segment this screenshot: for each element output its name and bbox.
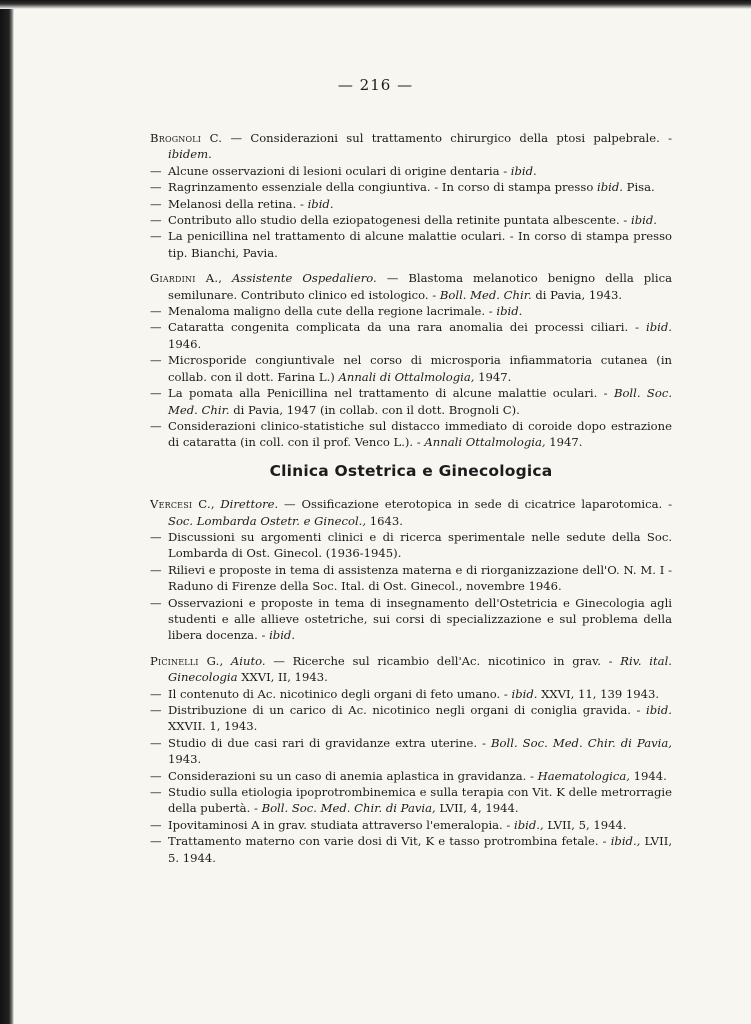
entry-text-after: 1947.	[474, 369, 512, 384]
entry-dash: —	[150, 320, 162, 335]
entry-text: — Considerazioni sul trattamento chirurgico della ptosi palpebrale. -	[222, 131, 672, 145]
separator: ,	[219, 653, 231, 668]
entry-dash: —	[150, 213, 162, 228]
entry-text-after: XXVI, 11, 139 1943.	[537, 686, 660, 701]
entry-text: Contributo allo studio della eziopatogenesi della retinite puntata albescente. -	[168, 213, 631, 228]
bibliography-entry	[150, 130, 672, 163]
entry-reference: Boll. Soc. Med. Chir. di Pavia,	[261, 801, 436, 816]
entry-text-after: 1944.	[629, 768, 667, 783]
entry-reference: Soc. Lombarda Ostetr. e Ginecol.,	[168, 513, 367, 528]
bibliography-entry	[150, 228, 672, 261]
entry-text: La penicillina nel trattamento di alcune malattie oculari. - In corso di stampa presso tip. Bianchi, Pavia.	[168, 229, 672, 260]
bibliography-entry	[150, 385, 672, 418]
bibliography-entry	[150, 735, 672, 768]
bibliography-entry	[150, 270, 672, 303]
entry-text-after: di Pavia, 1943.	[531, 287, 623, 302]
bibliography-entry	[150, 562, 672, 595]
section-title-ostetrica: Clinica Ostetrica e Ginecologica	[269, 461, 553, 480]
bibliography-entry	[150, 303, 672, 319]
entry-reference: Riv. ital. Ginecologia	[168, 653, 672, 685]
entry-text: Trattamento materno con varie dosi di Vit, K e tasso protrombina fetale. -	[168, 834, 611, 849]
entry-text: Considerazioni clinico-statistiche sul distacco immediato di coroide dopo estrazione di cataratta (in coll. con il prof. Venco L.). -	[168, 418, 672, 450]
entry-text-after: LVII, 5, 1944.	[543, 817, 627, 832]
entry-text-after: Pisa.	[622, 180, 655, 195]
entry-reference: ibid.	[630, 213, 657, 228]
section-ostetrica	[150, 496, 672, 866]
author-name: Vercesi C.	[150, 497, 211, 512]
entry-text: — Blastoma melanotico benigno della plica semilunare. Contributo clinico ed istologico. -	[168, 271, 672, 302]
entry-dash: —	[150, 686, 162, 701]
bibliography-entry	[150, 833, 672, 866]
bibliography-entry	[150, 319, 672, 352]
entry-reference: Boll. Med. Chir.	[439, 287, 532, 302]
entry-text: Ipovitaminosi A in grav. studiata attraverso l'emeralopia. -	[168, 817, 515, 832]
entry-text-after: XXVII. 1, 1943.	[168, 719, 258, 734]
entry-dash: —	[150, 768, 162, 783]
entry-dash: —	[150, 735, 162, 750]
bibliography-entry	[150, 595, 672, 644]
entry-text: Considerazioni su un caso di anemia aplastica in gravidanza. -	[168, 768, 538, 783]
entry-text: Studio di due casi rari di gravidanze extra uterine. -	[168, 735, 492, 750]
scan-border-top	[0, 0, 751, 9]
section-oculistica	[150, 130, 672, 451]
entry-reference: ibid.,	[514, 817, 544, 832]
entry-reference: Boll. Soc. Med. Chir.	[168, 386, 673, 417]
entry-dash: —	[150, 785, 162, 800]
entry-dash: —	[150, 703, 162, 717]
author-name: Giardini A.	[150, 271, 219, 286]
entry-dash: —	[150, 196, 162, 211]
entry-text-after: LVII, 5. 1944.	[168, 834, 672, 865]
entry-text-after: di Pavia, 1947 (in collab. con il dott. Brognoli C).	[229, 402, 520, 417]
entry-text: Ragrinzamento essenziale della congiuntiva. - In corso di stampa presso	[168, 180, 597, 195]
entry-dash: —	[150, 529, 162, 544]
author-group	[150, 653, 672, 866]
bibliography-entry	[150, 196, 672, 212]
entry-reference: ibid.	[496, 304, 523, 319]
bibliography-entry	[150, 163, 672, 179]
bibliography-entry	[150, 212, 672, 228]
entry-text-after: XXVI, II, 1943.	[237, 670, 328, 685]
entry-text: Rilievi e proposte in tema di assistenza materna e di riorganizzazione dell'O. N. M. I - Raduno di Firenze della Soc. Ital. di Ost. Ginecol., novembre 1946.	[168, 562, 672, 594]
entry-text: — Ossificazione eterotopica in sede di cicatrice laparotomica. -	[278, 497, 673, 512]
entry-reference: Boll. Soc. Med. Chir. di Pavia,	[491, 735, 672, 750]
entry-dash: —	[150, 353, 162, 368]
entry-reference: ibid.	[307, 196, 334, 211]
entry-text: Microsporide congiuntivale nel corso di microsporia infiammatoria cutanea (in collab. con il dott. Farina L.)	[168, 353, 672, 384]
bibliography-entry	[150, 702, 672, 735]
entry-reference: ibid.	[511, 686, 538, 701]
author-name: Brognoli C.	[150, 131, 223, 145]
bibliography-entry	[150, 179, 672, 195]
entry-dash: —	[150, 304, 162, 319]
page-number: — 216 —	[337, 76, 414, 94]
entry-reference: ibid.,	[610, 834, 641, 849]
entry-reference: ibid.	[269, 628, 296, 643]
entry-reference: ibid.	[646, 320, 672, 335]
author-group	[150, 130, 672, 261]
bibliography-entry	[150, 768, 672, 784]
author-role: Assistente Ospedaliero.	[231, 271, 377, 286]
entry-dash: —	[150, 418, 162, 433]
entry-text-after: LVII, 4, 1944.	[435, 801, 519, 816]
author-name: Picinelli G.	[150, 653, 220, 668]
bibliography-entry	[150, 653, 672, 686]
bibliography-entry	[150, 686, 672, 702]
entry-text-after: 1943.	[168, 752, 202, 767]
entry-text-after: 1947.	[545, 435, 583, 450]
entry-text: — Ricerche sul ricambio dell'Ac. nicotinico in grav. -	[265, 653, 621, 668]
entry-text: Menaloma maligno della cute della regione lacrimale. -	[168, 304, 497, 319]
entry-text-after: 1946.	[168, 336, 202, 351]
author-role: Aiuto.	[230, 653, 266, 668]
entry-dash: —	[150, 817, 162, 832]
entry-reference: ibid.	[510, 163, 537, 178]
entry-dash: —	[150, 229, 162, 244]
entry-text-after: 1643.	[366, 513, 403, 528]
entry-dash: —	[150, 562, 162, 577]
entry-dash: —	[150, 180, 162, 195]
entry-text: Studio sulla etiologia ipoprotrombinemica e sulla terapia con Vit. K delle metrorragie della pubertà. -	[168, 785, 672, 816]
author-group	[150, 270, 672, 450]
entry-text: Il contenuto di Ac. nicotinico degli organi di feto umano. -	[168, 686, 512, 701]
entry-reference: ibid.	[597, 180, 623, 195]
entry-text: Discussioni su argomenti clinici e di ricerca sperimentale nelle sedute della Soc. Lombarda di Ost. Ginecol. (1936-1945).	[168, 529, 672, 561]
entry-text: Melanosi della retina. -	[168, 196, 308, 211]
separator: ,	[218, 271, 232, 286]
scan-border-left	[0, 0, 14, 1024]
entry-dash: —	[150, 386, 162, 401]
bibliography-entry	[150, 496, 672, 529]
entry-text: La pomata alla Penicillina nel trattamento di alcune malattie oculari. -	[168, 386, 614, 401]
bibliography-entry	[150, 352, 672, 385]
bibliography-entry	[150, 529, 672, 562]
separator: ,	[210, 497, 221, 512]
entry-reference: ibidem.	[168, 147, 212, 162]
entry-reference: ibid.	[646, 703, 672, 717]
entry-reference: Annali Ottalmologia,	[424, 435, 546, 450]
entry-text: Cataratta congenita complicata da una rara anomalia dei processi ciliari. -	[168, 320, 647, 335]
bibliography-content	[150, 130, 672, 875]
author-role: Direttore.	[220, 497, 279, 512]
bibliography-entry	[150, 418, 672, 451]
entry-text: Distribuzione di un carico di Ac. nicotinico negli organi di coniglia gravida. -	[168, 703, 647, 717]
entry-reference: Haematologica,	[537, 768, 630, 783]
bibliography-entry	[150, 817, 672, 833]
entry-dash: —	[150, 834, 162, 849]
bibliography-entry	[150, 784, 672, 817]
entry-text: Alcune osservazioni di lesioni oculari di origine dentaria -	[168, 163, 511, 178]
entry-dash: —	[150, 163, 162, 178]
author-group	[150, 496, 672, 644]
entry-text: Osservazioni e proposte in tema di insegnamento dell'Ostetricia e Ginecologia agli studenti e alle allieve ostetriche, sui corsi di specializzazione e sul problema della libera docenza. -	[168, 595, 672, 643]
entry-reference: Annali di Ottalmologia,	[338, 369, 475, 384]
entry-dash: —	[150, 595, 162, 610]
